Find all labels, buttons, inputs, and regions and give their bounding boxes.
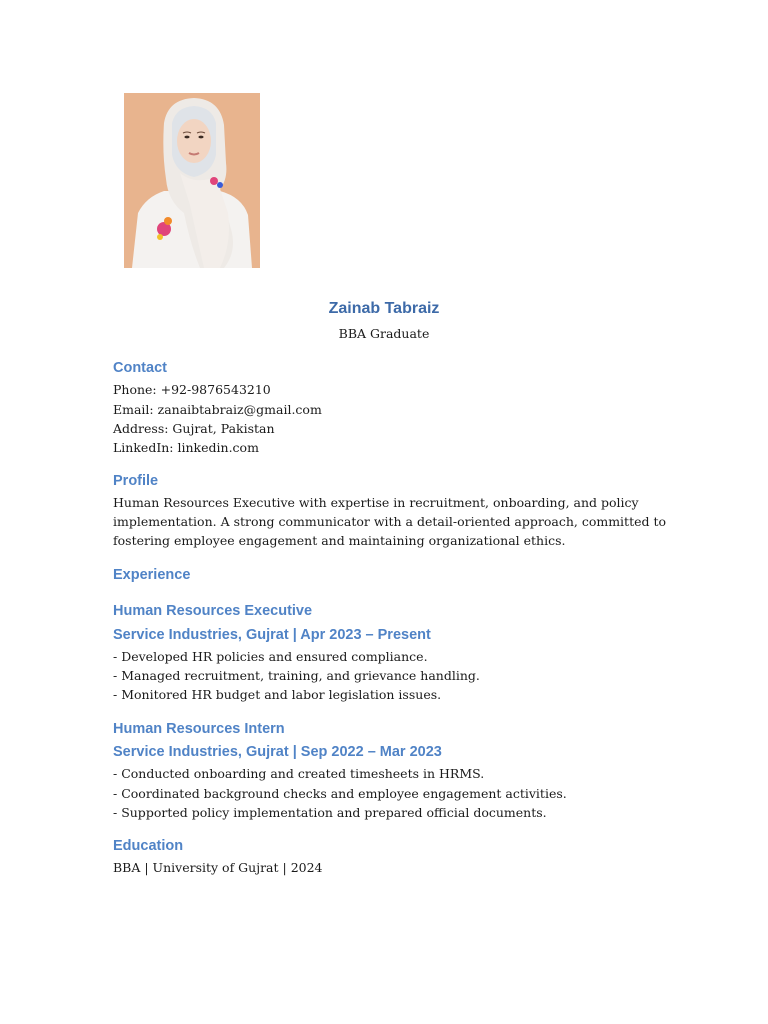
job-title: Human Resources Executive [113,603,313,619]
profile-photo [124,93,260,268]
education-line: BBA | University of Gujrat | 2024 [113,860,323,875]
candidate-subtitle: BBA Graduate [338,326,430,341]
candidate-name: Zainab Tabraiz [328,300,440,317]
profile-line: implementation. A strong communicator with a detail-oriented approach, committed to [113,514,667,529]
job-bullet: - Coordinated background checks and employee engagement activities. [113,786,567,801]
profile-line: fostering employee engagement and maintaining organizational ethics. [113,533,566,548]
job-bullet: - Supported policy implementation and prepared official documents. [113,805,547,820]
job-title: Human Resources Intern [113,721,285,737]
job-company-line: Service Industries, Gujrat | Apr 2023 – Present [113,627,431,643]
job-company-line: Service Industries, Gujrat | Sep 2022 – Mar 2023 [113,744,442,760]
experience-heading: Experience [113,567,191,583]
contact-heading: Contact [113,360,167,376]
contact-phone: Phone: +92-9876543210 [113,382,271,397]
job-bullet: - Developed HR policies and ensured compliance. [113,649,428,664]
education-heading: Education [113,838,184,854]
job-bullet: - Managed recruitment, training, and grievance handling. [113,668,480,683]
profile-heading: Profile [113,473,159,489]
job-bullet: - Monitored HR budget and labor legislation issues. [113,687,442,702]
job-bullet: - Conducted onboarding and created timesheets in HRMS. [113,766,485,781]
contact-address: Address: Gujrat, Pakistan [113,421,275,436]
contact-linkedin: LinkedIn: linkedin.com [113,440,259,455]
contact-email: Email: zanaibtabraiz@gmail.com [113,402,322,417]
profile-line: Human Resources Executive with expertise in recruitment, onboarding, and policy [113,495,639,510]
